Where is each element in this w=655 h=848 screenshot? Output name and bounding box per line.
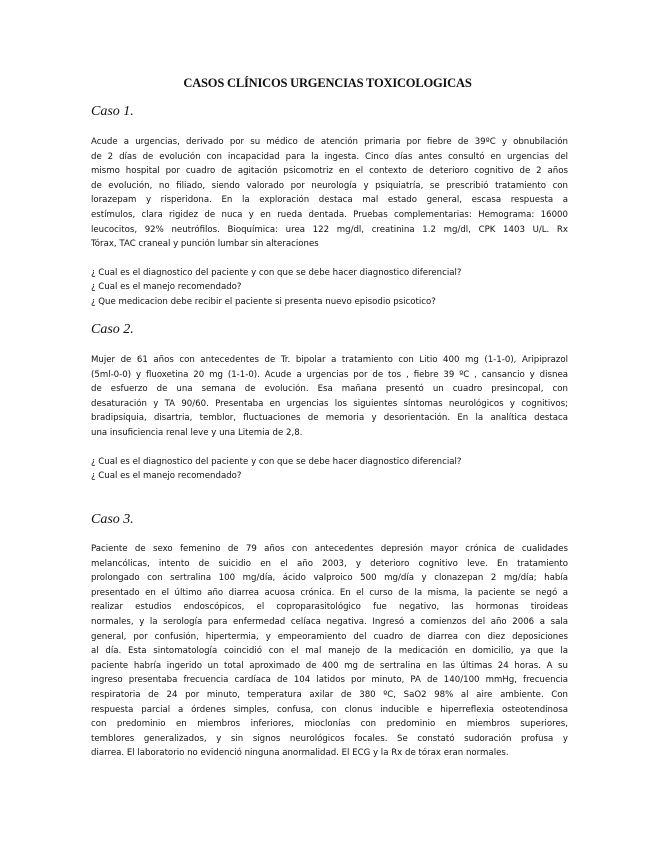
paragraph-line: leucocitos, 92% neutrófilos. Bioquímica: urea 122 mg/dl, creatinina 1.2 mg/dl, CPK 1403 U/L. Rx bbox=[91, 224, 568, 235]
paragraph-line: al día. Esta sintomatología coincidió con el mal manejo de la medicación en domicilio, ya que la bbox=[91, 646, 568, 657]
paragraph-line: normales, y la serología para enfermedad celíaca negativa. Ingresó a comienzos del año 2006 a sala bbox=[91, 616, 568, 627]
paragraph-line: Paciente de sexo femenino de 79 años con antecedentes depresión mayor crónica de cualidades bbox=[91, 544, 568, 554]
question: ¿ Cual es el manejo recomendado? bbox=[91, 282, 242, 293]
case-3-heading: Caso 3. bbox=[91, 512, 134, 527]
paragraph-line: de esfuerzo de una semana de evolución. Esa mañana presentó un cuadro presincopal, con bbox=[91, 384, 568, 395]
paragraph-line: presentado en el último año diarrea acuosa crónica. En el curso de la misma, la paciente se negó a bbox=[91, 587, 568, 598]
paragraph-line: Mujer de 61 años con antecedentes de Tr. bipolar a tratamiento con Litio 400 mg (1-1-0), Aripiprazol bbox=[91, 355, 568, 365]
paragraph-line: temblores generalizados, y sin signos neurológicos focales. Se constató sudoración profusa y bbox=[91, 733, 568, 744]
paragraph-line: diarrea. El laboratorio no evidenció ninguna anormalidad. El ECG y la Rx de tórax eran normales. bbox=[91, 748, 509, 759]
case-2-paragraph bbox=[91, 353, 568, 441]
paragraph-line: (5ml-0-0) y fluoxetina 20 mg (1-1-0). Acude a urgencias por de tos , fiebre 39 ºC , cansancio y disnea bbox=[91, 369, 568, 380]
case-1-questions bbox=[91, 266, 568, 309]
paragraph-line: una insuficiencia renal leve y una Litemia de 2,8. bbox=[91, 427, 303, 438]
paragraph-line: respiratoria de 24 por minuto, temperatura axilar de 380 ºC, SaO2 98% al aire ambiente. Con bbox=[91, 689, 568, 700]
paragraph-line: Acude a urgencias, derivado por su médico de atención primaria por fiebre de 39ºC y obnubilación bbox=[91, 137, 568, 147]
paragraph-line: ingreso presentaba frecuencia cardíaca de 104 latidos por minuto, PA de 140/100 mmHg, frecuencia bbox=[91, 675, 568, 686]
question: ¿ Cual es el diagnostico del paciente y con que se debe hacer diagnostico diferencial? bbox=[91, 457, 462, 467]
question: ¿ Que medicacion debe recibir el paciente si presenta nuevo episodio psicotico? bbox=[91, 296, 436, 307]
paragraph-line: con predominio en miembros inferiores, mioclonías con predominio en miembros superiores, bbox=[91, 719, 568, 730]
paragraph-line: Tórax, TAC craneal y punción lumbar sin alteraciones bbox=[91, 239, 319, 250]
question: ¿ Cual es el diagnostico del paciente y con que se debe hacer diagnostico diferencial? bbox=[91, 268, 462, 278]
paragraph-line: mismo hospital por cuadro de agitación psicomotriz en el contexto de deterioro cognitivo de 2 años bbox=[91, 166, 568, 177]
question: ¿ Cual es el manejo recomendado? bbox=[91, 471, 242, 482]
paragraph-line: realizar estudios endoscópicos, el coproparasitológico fue negativo, las hormonas tiroideas bbox=[91, 602, 568, 613]
paragraph-line: general, por confusión, hipertermia, y empeoramiento del cuadro de diarrea con diez deposiciones bbox=[91, 631, 568, 642]
paragraph-line: melancólicas, intento de suicidio en el año 2003, y deterioro cognitivo leve. En tratamiento bbox=[91, 558, 568, 569]
paragraph-line: lorazepam y risperidona. En la exploración destaca mal estado general, escasa respuesta a bbox=[91, 195, 568, 206]
document-title: CASOS CLÍNICOS URGENCIAS TOXICOLOGICAS bbox=[183, 76, 472, 90]
paragraph-line: bradipsiquia, disartria, temblor, fluctuaciones de memoria y desorientación. En la analítica destaca bbox=[91, 413, 568, 424]
paragraph-line: estímulos, clara rigidez de nuca y en rueda dentada. Pruebas complementarias: Hemograma: 16000 bbox=[91, 209, 568, 220]
paragraph-line: respuesta parcial a órdenes simples, confusa, con clonus inducible e hiperreflexia osteotendinosa bbox=[91, 704, 568, 715]
paragraph-line: paciente habría ingerido un total aproximado de 400 mg de sertralina en las últimas 24 horas. A su bbox=[91, 660, 568, 671]
case-2-questions bbox=[91, 455, 568, 484]
paragraph-line: desaturación y TA 90/60. Presentaba en urgencias los siguientes síntomas neurológicos y cognitivos; bbox=[91, 398, 568, 409]
paragraph-line: de evolución, no filiado, siendo valorado por neurología y psiquiatría, se prescribió tratamiento con bbox=[91, 180, 568, 191]
case-1-heading: Caso 1. bbox=[91, 104, 134, 119]
case-3-paragraph bbox=[91, 542, 568, 761]
case-1-paragraph bbox=[91, 135, 568, 252]
paragraph-line: prolongado con sertralina 100 mg/día, ácido valproico 500 mg/día y clonazepan 2 mg/día; había bbox=[91, 573, 568, 584]
paragraph-line: de 2 días de evolución con incapacidad para la ingesta. Cinco días antes consultó en urgencias del bbox=[91, 151, 568, 162]
case-2-heading: Caso 2. bbox=[91, 322, 134, 337]
